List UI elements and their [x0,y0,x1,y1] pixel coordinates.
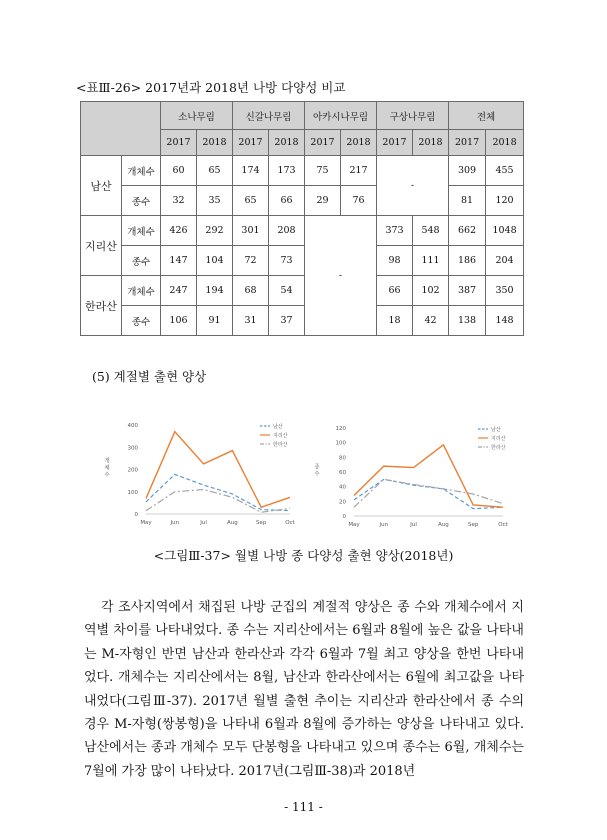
value-cell: 147 [161,246,197,276]
year-header: 2018 [269,130,305,156]
value-cell: 35 [197,186,233,216]
y-axis-title-char: 수 [104,472,110,479]
y-tick-label: 40 [339,484,346,491]
legend-label: 지리산 [491,436,506,442]
series-line-1 [354,479,503,508]
y-tick-label: 0 [134,512,138,518]
value-cell: 173 [269,156,305,186]
series-line-3 [146,490,290,513]
metric-cell: 개체수 [122,276,161,306]
y-tick-label: 0 [342,514,346,520]
y-tick-label: 200 [127,467,138,474]
table-row [81,216,524,246]
x-tick-label: Sep [256,520,267,526]
value-cell: 309 [449,156,486,186]
year-header: 2017 [233,130,269,156]
value-cell: 75 [305,156,341,186]
value-cell: 194 [197,276,233,306]
col-group-header: 소나무림 [161,102,233,130]
value-cell: 68 [233,276,269,306]
table-row [81,306,524,336]
y-tick-label: 400 [127,423,138,429]
value-cell: 76 [341,186,377,216]
value-cell: 148 [486,306,524,336]
value-cell: 387 [449,276,486,306]
dash-cell: - [305,216,377,336]
legend-label: 한라산 [273,442,288,448]
value-cell: 73 [269,246,305,276]
table-corner-cell [81,102,161,156]
x-tick-label: Jul [200,520,207,526]
year-header: 2018 [486,130,524,156]
value-cell: 32 [161,186,197,216]
value-cell: 81 [449,186,486,216]
species-line-chart [308,420,516,534]
series-line-2 [146,432,290,508]
x-tick-label: May [348,522,360,528]
abundance-line-chart [98,413,304,533]
value-cell: 72 [233,246,269,276]
value-cell: 292 [197,216,233,246]
y-tick-label: 300 [127,445,138,452]
legend-label: 지리산 [273,433,288,439]
y-axis-title-char: 수 [314,471,320,478]
value-cell: 111 [413,246,449,276]
y-tick-label: 100 [127,489,138,496]
series-line-2 [354,445,503,507]
value-cell: 301 [233,216,269,246]
diversity-table [80,101,524,336]
year-header: 2018 [413,130,449,156]
site-cell: 한라산 [81,276,122,336]
x-tick-label: Jun [379,522,389,528]
y-tick-label: 20 [339,499,346,506]
y-tick-label: 80 [339,455,346,462]
y-tick-label: 120 [335,426,346,432]
value-cell: 186 [449,246,486,276]
value-cell: 104 [197,246,233,276]
value-cell: 98 [377,246,413,276]
legend-label: 남산 [491,427,501,433]
table-row [81,186,524,216]
y-axis-title-char: 개 [104,458,110,465]
x-tick-label: Sep [468,522,479,528]
value-cell: 662 [449,216,486,246]
value-cell: 1048 [486,216,524,246]
value-cell: 138 [449,306,486,336]
dash-cell: - [377,156,449,216]
site-cell: 지리산 [81,216,122,276]
x-tick-label: Jul [410,522,417,528]
metric-cell: 종수 [122,246,161,276]
year-header: 2017 [305,130,341,156]
col-group-header: 구상나무림 [377,102,449,130]
value-cell: 42 [413,306,449,336]
value-cell: 54 [269,276,305,306]
value-cell: 37 [269,306,305,336]
series-line-3 [354,479,503,507]
col-group-header: 전체 [449,102,524,130]
x-tick-label: Jun [170,520,180,526]
value-cell: 66 [377,276,413,306]
figure-caption: <그림Ⅲ-37> 월별 나방 종 다양성 출현 양상(2018년) [153,548,454,563]
y-axis-title-char: 종 [314,464,320,471]
col-group-header: 아카시나무림 [305,102,377,130]
y-axis-title-char: 체 [104,465,110,472]
value-cell: 426 [161,216,197,246]
value-cell: 29 [305,186,341,216]
metric-cell: 개체수 [122,216,161,246]
year-header: 2017 [161,130,197,156]
table-caption: <표Ⅲ-26> 2017년과 2018년 나방 다양성 비교 [76,80,346,95]
metric-cell: 종수 [122,306,161,336]
value-cell: 60 [161,156,197,186]
value-cell: 31 [233,306,269,336]
value-cell: 65 [197,156,233,186]
section-heading: (5) 계절별 출현 양상 [92,369,207,384]
body-paragraph: 각 조사지역에서 채집된 나방 군집의 계절적 양상은 종 수와 개체수에서 지역별 차이를 나타내었다. 종 수는 지리산에서는 6월과 8월에 높은 값을 나타내는 M-자형인 반면 남산과 한라산과 각각 6월과 7월 최고 양상을 한번 나타내었다. 개체수는 지리산에서는 8월, 남산과 한라산에서는 6월에 최고값을 나타내었다(그림Ⅲ-37). 2017년 월별 출현 추이는 지리산과 한라산에서 종 수의 경우 M-자형(쌍봉형)을 나타내 6월과 8월에 증가하는 양상을 나타내고 있다. 남산에서는 종과 개체수 모두 단봉형을 나타내고 있으며 종수는 6월, 개체수는 7월에 가장 많이 나타났다. 2017년(그림Ⅲ-38)과 2018년 [84,600,524,779]
x-tick-label: Oct [498,522,508,528]
x-tick-label: May [140,520,152,526]
value-cell: 455 [486,156,524,186]
value-cell: 350 [486,276,524,306]
value-cell: 18 [377,306,413,336]
x-tick-label: Aug [438,522,449,528]
table-row [81,156,524,186]
year-header: 2018 [341,130,377,156]
legend-label: 남산 [273,424,283,430]
value-cell: 102 [413,276,449,306]
col-group-header: 신갈나무림 [233,102,305,130]
value-cell: 208 [269,216,305,246]
x-tick-label: Oct [285,520,295,526]
legend-label: 한라산 [491,445,506,451]
x-tick-label: Aug [227,520,238,526]
metric-cell: 개체수 [122,156,161,186]
table-row [81,276,524,306]
page-number: - 111 - [284,800,323,814]
y-tick-label: 60 [339,470,346,476]
value-cell: 373 [377,216,413,246]
value-cell: 174 [233,156,269,186]
value-cell: 66 [269,186,305,216]
metric-cell: 종수 [122,186,161,216]
value-cell: 217 [341,156,377,186]
value-cell: 91 [197,306,233,336]
value-cell: 106 [161,306,197,336]
value-cell: 204 [486,246,524,276]
value-cell: 548 [413,216,449,246]
year-header: 2017 [377,130,413,156]
site-cell: 남산 [81,156,122,216]
table-row [81,246,524,276]
value-cell: 65 [233,186,269,216]
year-header: 2017 [449,130,486,156]
year-header: 2018 [197,130,233,156]
value-cell: 247 [161,276,197,306]
y-tick-label: 100 [335,440,346,447]
value-cell: 120 [486,186,524,216]
